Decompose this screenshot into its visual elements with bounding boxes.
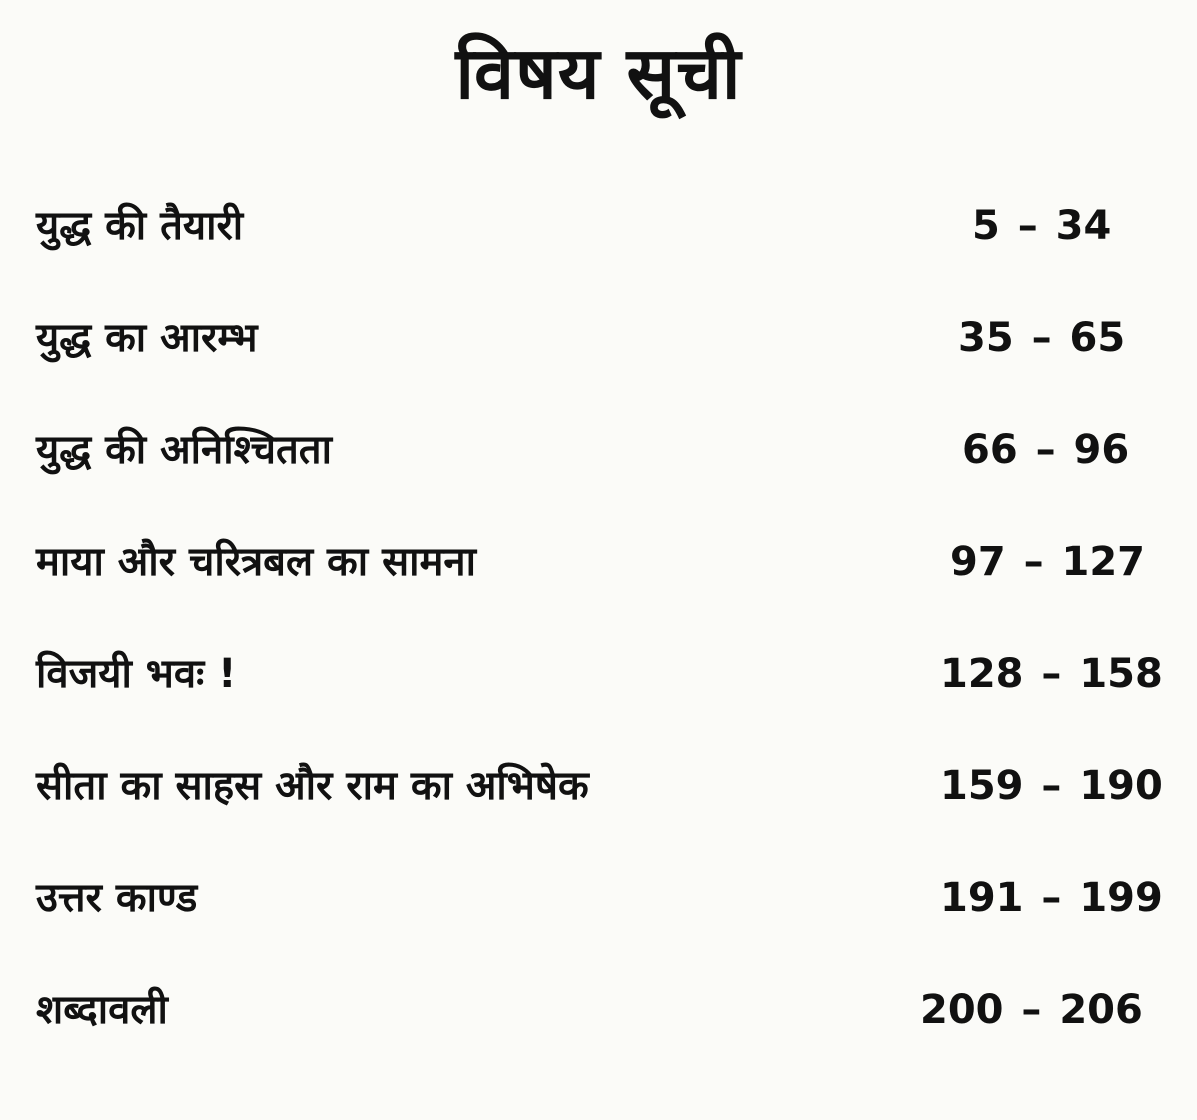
toc-entry-title: शब्दावली <box>36 987 168 1033</box>
toc-row <box>0 292 1197 404</box>
toc-page-range: 5 – 34 <box>972 203 1112 249</box>
toc-page-range: 35 – 65 <box>958 315 1126 361</box>
toc-row <box>0 740 1197 852</box>
toc-row <box>0 516 1197 628</box>
toc-row <box>0 404 1197 516</box>
toc-entry-title: युद्ध की अनिश्चितता <box>36 427 332 473</box>
toc-row <box>0 180 1197 292</box>
toc-entry-title: युद्ध का आरम्भ <box>36 315 258 361</box>
toc-entry-title: युद्ध की तैयारी <box>36 203 244 249</box>
toc-entry-title: माया और चरित्रबल का सामना <box>36 539 476 585</box>
toc-page-range: 200 – 206 <box>920 987 1143 1033</box>
toc-row <box>0 964 1197 1076</box>
toc-page-range: 97 – 127 <box>950 539 1146 585</box>
toc-entry-title: उत्तर काण्ड <box>36 875 198 921</box>
toc-page-range: 191 – 199 <box>940 875 1163 921</box>
toc-row <box>0 628 1197 740</box>
page-title: विषय सूची <box>455 31 742 115</box>
toc-entry-title: विजयी भवः ! <box>36 651 237 697</box>
toc-page-range: 128 – 158 <box>940 651 1163 697</box>
toc-entry-title: सीता का साहस और राम का अभिषेक <box>36 763 589 809</box>
toc-page-range: 159 – 190 <box>940 763 1163 809</box>
toc-page-range: 66 – 96 <box>962 427 1130 473</box>
toc-row <box>0 852 1197 964</box>
